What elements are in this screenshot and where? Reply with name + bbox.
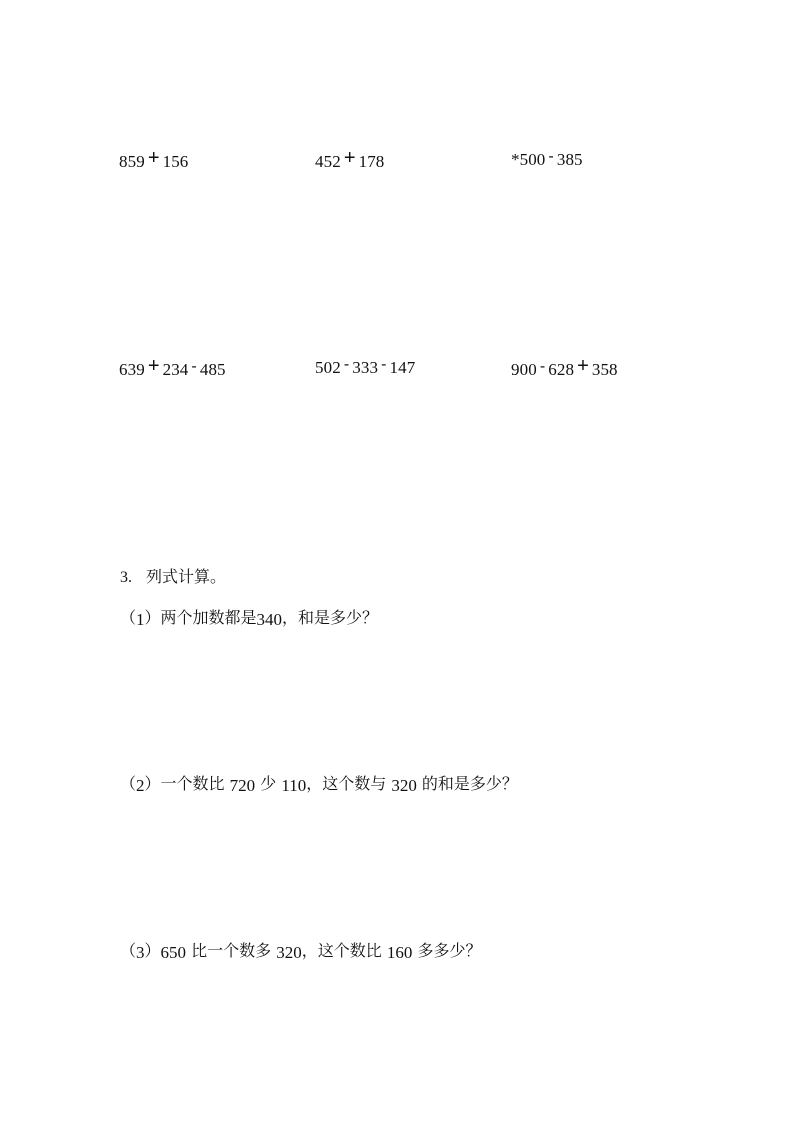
question-number: 320 [391, 776, 417, 795]
operand: 639 [119, 360, 145, 379]
question-label-number: 1 [136, 610, 145, 629]
question-label-open: （ [120, 941, 137, 960]
question-1 [120, 605, 378, 628]
question-text: 一个数比 [160, 774, 225, 793]
plus-sign: + [147, 147, 160, 169]
operand: 385 [556, 150, 583, 169]
operand: 358 [591, 360, 618, 379]
section-number: 3. [120, 569, 132, 586]
question-label-close: ） [144, 608, 161, 627]
minus-sign: - [191, 358, 197, 375]
operand: 147 [389, 358, 416, 377]
operand: 178 [358, 152, 385, 171]
question-label-close: ） [144, 941, 161, 960]
question-text: ，这个数比 [301, 941, 382, 960]
question-number: 110 [281, 776, 307, 795]
question-2 [120, 771, 518, 794]
question-number: 160 [386, 943, 413, 962]
plus-sign: + [343, 147, 356, 169]
expression-5 [315, 358, 415, 378]
question-text: 少 [260, 774, 277, 793]
minus-sign: - [343, 356, 350, 373]
minus-sign: - [539, 358, 546, 375]
section-heading [120, 564, 226, 587]
question-number: 340 [256, 610, 283, 629]
question-label-number: 3 [136, 943, 145, 962]
operand: 502 [315, 358, 341, 377]
section-title-text: 列式计算。 [146, 567, 227, 586]
plus-sign: + [147, 355, 160, 377]
operand: 485 [199, 360, 226, 379]
question-label-close: ） [144, 774, 161, 793]
question-3 [120, 938, 481, 961]
minus-sign: - [548, 148, 554, 165]
expression-3 [511, 150, 583, 170]
operand: 452 [315, 152, 341, 171]
question-number: 720 [229, 776, 256, 795]
question-text: ，这个数与 [306, 774, 387, 793]
operand: 859 [119, 152, 145, 171]
operand: 156 [162, 152, 189, 171]
plus-sign: + [577, 355, 589, 377]
question-label-number: 2 [136, 776, 145, 795]
question-number: 650 [160, 943, 187, 962]
asterisk-mark: * [511, 150, 520, 169]
question-text: 两个加数都是 [160, 608, 257, 627]
expression-6 [511, 355, 618, 381]
operand: 333 [352, 358, 379, 377]
operand: 500 [519, 150, 546, 169]
operand: 234 [162, 360, 189, 379]
question-text: 的和是多少？ [421, 774, 518, 793]
operand: 900 [511, 360, 537, 379]
question-text: ，和是多少？ [282, 608, 379, 627]
minus-sign: - [381, 356, 387, 373]
expression-2 [315, 147, 385, 173]
question-text: 比一个数多 [191, 941, 272, 960]
question-label-open: （ [120, 774, 137, 793]
operand: 628 [548, 360, 575, 379]
expression-1 [119, 147, 189, 173]
question-label-open: （ [120, 608, 137, 627]
question-text: 多多少？ [417, 941, 482, 960]
question-number: 320 [276, 943, 302, 962]
expression-4 [119, 355, 226, 381]
